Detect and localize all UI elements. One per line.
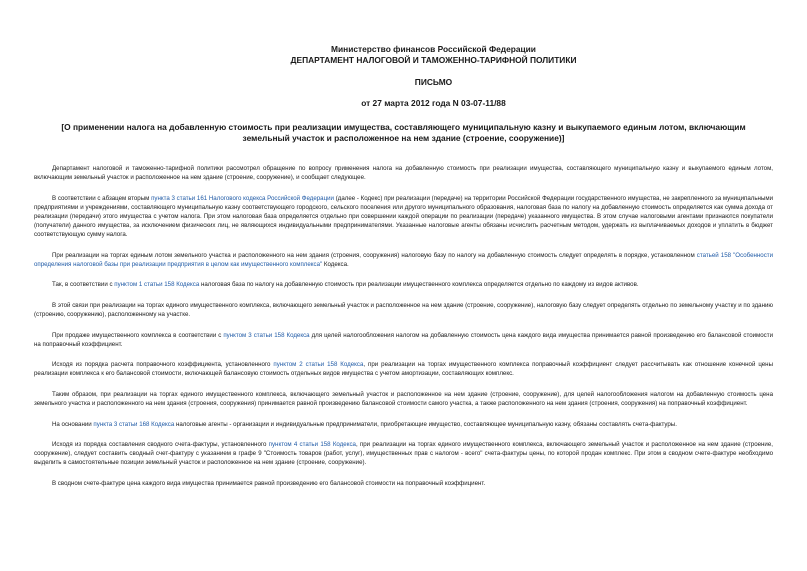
paragraph-5: В этой связи при реализации на торгах единого имущественного комплекса, включающего земельный участок и расположенное на нем здание (строение, сооружение), налоговую базу следует определять отдельно по земельному участку и по зданию (строению, сооружению), расположенному на участке. — [34, 301, 773, 319]
paragraph-2 — [34, 194, 773, 239]
link-article-158[interactable]: статьей 158 "Особенности определения налоговой базы при реализации предприятия в целом как имущественного комплекса" — [34, 251, 774, 268]
paragraph-text: В соответствии с абзацем вторым — [52, 194, 152, 202]
link-article-168-p3[interactable]: пункта 3 статьи 168 Кодекса — [93, 420, 175, 428]
paragraph-8: Таким образом, при реализации на торгах единого имущественного комплекса, включающего земельный участок и расположенное на нем здание (строение, сооружение), для целей налогообложения налогом на добавленную стоимость цена земельного участка и расположенного на нем здания (строения, сооружения) принимается равной произведению балансовой стоимости самого участка, а также расположенного на нем здания (строения, сооружения) на поправочный коэффициент. — [34, 391, 773, 408]
paragraph-9 — [34, 420, 773, 429]
paragraph-text: При продаже имущественного комплекса в соответствии с — [52, 331, 224, 339]
link-article-161-p3[interactable]: пункта 3 статьи 161 Налогового кодекса Российской Федерации — [151, 194, 334, 202]
paragraph-7 — [34, 360, 773, 378]
paragraph-6 — [34, 331, 773, 349]
department-name: ДЕПАРТАМЕНТ НАЛОГОВОЙ И ТАМОЖЕННО-ТАРИФНОЙ ПОЛИТИКИ — [290, 54, 577, 65]
paragraph-text: (далее - Кодекс) при реализации (передаче) на территории Российской Федерации государственного имущества, не закрепленного за муниципальными предприятиями и учреждениями, составляющего муниципальную казну соответствующего городского, сельского поселения или другого муниципального образования, налоговая база по налогу на добавленную стоимость определяется как сумма дохода от реализации (передачи) этого имущества с учетом налога. При этом налоговая база определяется отдельно при совершении каждой операции по реализации (передаче) указанного имущества. В этом случае налоговыми агентами признаются покупатели (получатели) данного имущества, за исключением физических лиц, не являющихся индивидуальными предпринимателями. Указанные налоговые агенты обязаны исчислить расчетным методом, удержать из выплачиваемых доходов и уплатить в бюджет соответствующую сумму налога. — [34, 194, 774, 239]
document-header — [94, 44, 773, 108]
paragraph-text: Исходя из порядка составления сводного счета-фактуры, установленного — [52, 441, 269, 449]
paragraph-text: Так, в соответствии с — [52, 281, 115, 289]
paragraph-text: налоговая база по налогу на добавленную стоимость при реализации имущественного комплекса определяется отдельно по каждому из видов активов. — [199, 281, 639, 289]
paragraph-text: На основании — [52, 420, 94, 428]
paragraph-text: налоговые агенты - организации и индивидуальные предприниматели, приобретающие имущество, составляющее муниципальную казну, обязаны составлять счета-фактуры. — [174, 420, 677, 428]
link-article-158-p1[interactable]: пунктом 1 статьи 158 Кодекса — [114, 281, 200, 289]
document-date-number: от 27 марта 2012 года N 03-07-11/88 — [361, 97, 506, 108]
paragraph-text: , при реализации на торгах единого имущественного комплекса, включающего земельный участок и расположенное на нем здание (строение, сооружение), следует составить сводный счет-фактуру с указанием в графе 9 "Стоимость товаров (работ, услуг), имущественных прав с налогом - всего" счета-фактуры цены, по которой продан комплекс. При этом в сводном счете-фактуре необходимо выделить в самостоятельные позиции земельный участок и расположенное на нем здание (строение, сооружение). — [34, 441, 773, 467]
paragraph-text: При реализации на торгах единым лотом земельного участка и расположенного на нем здания (строения, сооружения) налоговую базу по налогу на добавленную стоимость следует определять в порядке, установленном — [52, 251, 697, 259]
paragraph-text: , при реализации на торгах имущественного комплекса поправочный коэффициент следует рассчитывать как отношение конечной цены реализации комплекса к его балансовой стоимости, включающей балансовую стоимость отдельных видов имущества с учетом амортизации, составляющих комплекс. — [34, 361, 773, 378]
paragraph-1: Департамент налоговой и таможенно-тарифной политики рассмотрел обращение по вопросу применения налога на добавленную стоимость при реализации имущества, составляющего муниципальную казну и выкупаемого единым лотом, включающим земельный участок и расположенное на нем здание (строение, сооружение), и сообщает следующее. — [34, 165, 773, 182]
paragraph-text: Исходя из порядка расчета поправочного коэффициента, установленного — [52, 361, 274, 369]
paragraph-text: для целей налогообложения налогом на добавленную стоимость цена каждого вида имущества принимается равной произведению его балансовой стоимости на поправочный коэффициент. — [34, 331, 773, 348]
document-subject: [О применении налога на добавленную стоимость при реализации имущества, составляющего муниципальную казну и выкупаемого единым лотом, включающим земельный участок и расположенное на нем здание (строение, сооружение)] — [61, 122, 746, 143]
paragraph-10 — [34, 440, 773, 467]
link-article-158-p3[interactable]: пунктом 3 статьи 158 Кодекса — [223, 331, 310, 339]
paragraph-11: В сводном счете-фактуре цена каждого вида имущества принимается равной произведению его балансовой стоимости на поправочный коэффициент. — [52, 480, 486, 488]
document-type: ПИСЬМО — [414, 77, 453, 87]
document-body — [34, 164, 773, 488]
paragraph-4 — [34, 280, 773, 289]
paragraph-text: Кодекса. — [322, 260, 349, 268]
ministry-name: Министерство финансов Российской Федерации — [331, 44, 536, 54]
link-article-158-p2[interactable]: пунктом 2 статьи 158 Кодекса — [273, 361, 364, 369]
link-article-158-p4[interactable]: пунктом 4 статьи 158 Кодекса — [268, 441, 356, 449]
paragraph-3 — [34, 251, 773, 269]
